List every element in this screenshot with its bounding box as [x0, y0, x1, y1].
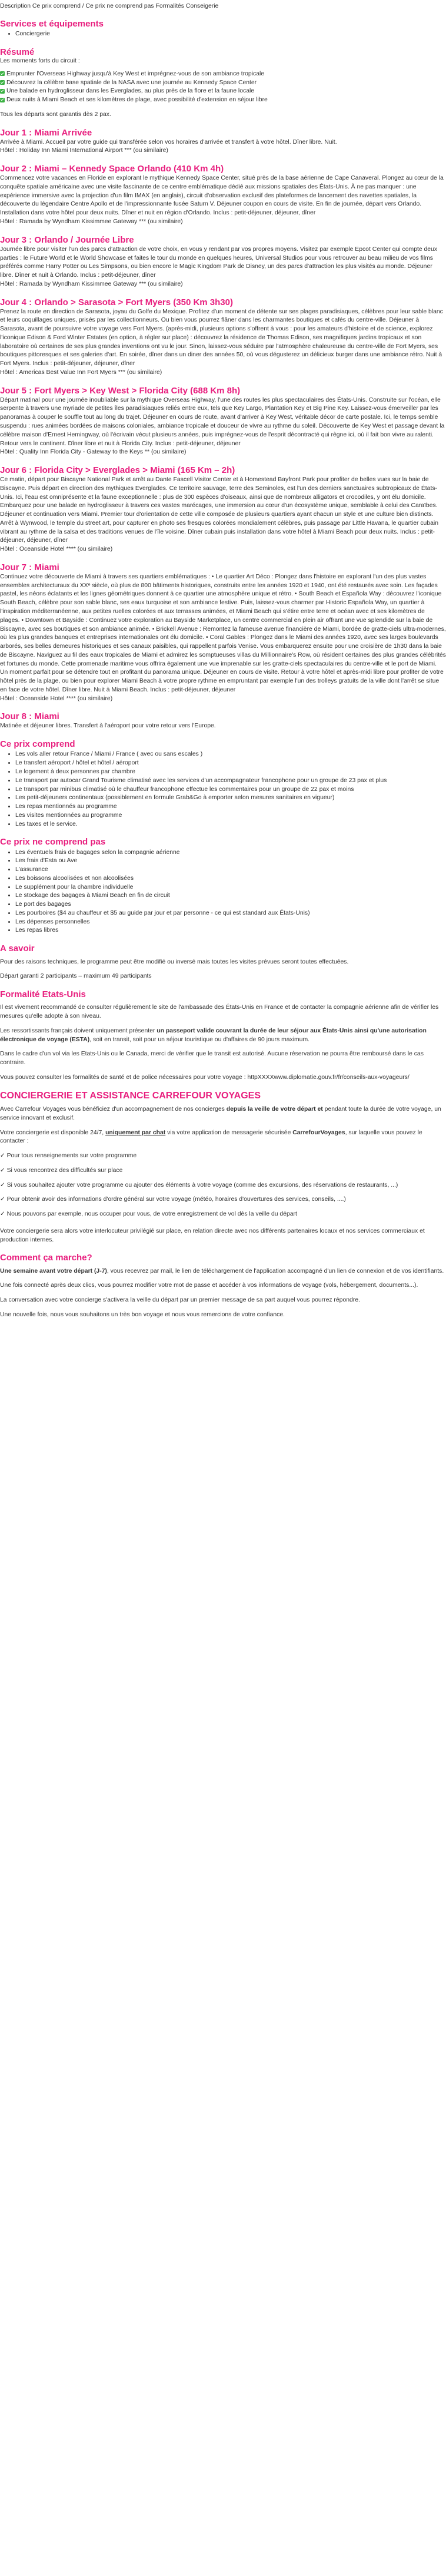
conciergerie-tick: ✓ Si vous souhaitez ajouter votre programme ou ajouter des éléments à votre voyage (comme des excursions, des réservations de restaurants, ...) — [0, 1181, 398, 1188]
formalites-passport-requirement: un passeport valide couvrant la durée de leur séjour aux États-Unis ainsi qu'une autorisation électronique de voyage (ESTA) — [0, 1027, 427, 1043]
day-6-hotel: Hôtel : Oceanside Hotel **** (ou similaire) — [0, 546, 113, 553]
includes-item: • Le transfert aéroport / hôtel et hôtel / aéroport — [15, 759, 446, 768]
highlights-list — [0, 70, 446, 105]
day-1-title: Jour 1 : Miami Arrivée — [0, 127, 92, 138]
excludes-item: • Les pourboires ($4 au chauffeur et $5 au guide par jour et par personne - ce qui est standard aux États-Unis) — [15, 909, 446, 918]
excludes-item: • Le supplément pour la chambre individuelle — [15, 883, 446, 892]
day-7-hotel: Hôtel : Oceanside Hotel **** (ou similaire) — [0, 695, 113, 702]
day-7-title: Jour 7 : Miami — [0, 562, 59, 572]
excludes-item: • Les éventuels frais de bagages selon la compagnie aérienne — [15, 849, 446, 857]
excludes-item: • Le port des bagages — [15, 900, 446, 909]
day-3-title: Jour 3 : Orlando / Journée Libre — [0, 234, 134, 245]
excludes-item: • Les boissons alcoolisées et non alcoolisées — [15, 875, 446, 883]
comment-text-4: Une nouvelle fois, nous vous souhaitons un très bon voyage et nous vous remercions de votre confiance. — [0, 1312, 285, 1318]
formalites-text-4: Vous pouvez consulter les formalités de santé et de police nécessaires pour votre voyage : httpXXXXwww.diplomatie.gouv.fr/fr/conseils-aux-voyageurs/ — [0, 1074, 410, 1081]
day-4-hotel: Hôtel : Americas Best Value Inn Fort Myers *** (ou similaire) — [0, 369, 162, 376]
day-3-text: Journée libre pour visiter l'un des parcs d'attraction de votre choix, en vous y rendant par vos propres moyens. Visitez par exemple Epcot Center qui compte deux parties : le Future World et le World Showcase et faites le tour du monde en quelques heures, Universal Studios pour vous retrouver au beau milieu de vos films préférés comme Harry Potter ou Les Simpsons, ou bien encore le Magic Kingdom Park de Disney, un des parcs d'attraction les plus visités au monde. Déjeuner libre. Dîner et nuit à Orlando. Inclus : petit-déjeuner, dîner — [0, 246, 438, 279]
conciergerie-title: CONCIERGERIE ET ASSISTANCE CARREFOUR VOYAGES — [0, 1090, 261, 1101]
conciergerie-tick: ✓ Si vous rencontrez des difficultés sur place — [0, 1167, 123, 1174]
day-1-text: Arrivée à Miami. Accueil par votre guide qui transférée selon vos horaires d'arrivée et transfert à votre hôtel. Dîner libre. Nuit. — [0, 138, 337, 145]
formalites-text-1: Il est vivement recommandé de consulter régulièrement le site de l'ambassade des États-Unis en France et de contacter la compagnie aérienne afin de vérifier les mesures qu'elle adopte à son niveau. — [0, 1004, 439, 1020]
services-item: • Conciergerie — [15, 30, 446, 39]
day-6-text: Ce matin, départ pour Biscayne National Park et arrêt au Dante Fascell Visitor Center et à Homestead Bayfront Park pour profiter de belles vues sur la baie de Biscayne. Puis départ en direction des mythiques Everglades. Ce territoire sauvage, terre des Seminoles, est l'un des derniers sanctuaires subtropicaux de États-Unis. Ici, l'eau est omniprésente et la faune exceptionnelle : plus de 300 espèces d'oiseaux, ainsi que de nombreux alligators et crocodiles, y ont élu domicile. Embarquez pour une balade en hydroglisseur à travers ces vastes marécages, une immersion au cœur d'un écosystème unique, semblable à celui des Caraïbes. Déjeuner et continuation vers Miami. Premier tour d'orientation de cette ville composée de plusieurs quartiers ayant chacun un style et une culture bien distincts. Arrêt à Wynwood, le temple du street art, pour capturer en photo ses fresques colorées mondialement célèbres, puis passage par Little Havana, le quartier cubain vibrant au rythme de la salsa et des traditions venues de l'île voisine. Dîner cubain puis installation dans votre hôtel à Miami Beach pour deux nuits. Inclus : petit-déjeuner, déjeuner, dîner — [0, 476, 438, 544]
includes-item: • Le transport par minibus climatisé où le chauffeur francophone effectue les commentaires pour un groupe de 22 pax et moins — [15, 786, 446, 794]
comment-text-1: Une semaine avant votre départ (J-7), vous recevrez par mail, le lien de téléchargement de l'application accompagné d'un lien de connexion et de vos identifiants. — [0, 1267, 444, 1274]
services-list — [0, 30, 446, 39]
check-icon — [0, 98, 5, 102]
conciergerie-tick: ✓ Pour tous renseignements sur votre programme — [0, 1153, 137, 1160]
comment-text-2: Une fois connecté après deux clics, vous pourrez modifier votre mot de passe et accéder à vos informations de voyage (vols, hébergement, documents...). — [0, 1282, 418, 1289]
resume-title: Résumé — [0, 47, 35, 57]
conciergerie-summary: Votre conciergerie sera alors votre interlocuteur privilégié sur place, en relation directe avec nos différents partenaires locaux et nos services commerciaux et production internes. — [0, 1227, 425, 1243]
day-8-text: Matinée et déjeuner libres. Transfert à l'aéroport pour votre retour vers l'Europe. — [0, 723, 216, 730]
conciergerie-tick: ✓ Pour obtenir avoir des informations d'ordre général sur votre voyage (météo, horaires d'ouvertures des services, conseils, ....) — [0, 1196, 346, 1203]
includes-item: • Les visites mentionnées au programme — [15, 812, 446, 820]
excludes-item: • Les dépenses personnelles — [15, 918, 446, 927]
day-3-hotel: Hôtel : Ramada by Wyndham Kissimmee Gateway *** (ou similaire) — [0, 280, 183, 287]
includes-title: Ce prix comprend — [0, 739, 75, 750]
comment-title: Comment ça marche? — [0, 1253, 92, 1263]
includes-item: • Les repas mentionnés au programme — [15, 803, 446, 812]
highlight-item: Deux nuits à Miami Beach et ses kilomètres de plage, avec possibilité d'extension en séjour libre — [0, 96, 446, 105]
day-5-text: Départ matinal pour une journée inoubliable sur la mythique Overseas Highway, l'une des routes les plus spectaculaires des États-Unis. Construite sur l'océan, elle serpente à travers une myriade de petites îles paradisiaques reliés entre eux, tels que Key Largo, Plantation Key et Big Pine Key. Laissez-vous émerveiller par les panoramas à couper le souffle tout au long du trajet. Déjeuner en cours de route, avant d'arriver à Key West, véritable décor de carte postale. Ici, le temps semble suspendu : rues animées bordées de maisons coloniales, ambiance tropicale et douceur de vivre au rythme du soleil. Découverte de Key West et passage devant la célèbre maison d'Ernest Hemingway, où l'écrivain vécut plusieurs années, puis imprégnez-vous de l'esprit décontracté qui règne ici, où il fait bon vivre au ralenti. Retour vers le continent. Dîner libre et nuit à Florida City. Inclus : petit-déjeuner, déjeuner — [0, 396, 445, 447]
a-savoir-text: Pour des raisons techniques, le programme peut être modifié ou inversé mais toutes les visites prévues seront toutes effectuées. — [0, 958, 349, 965]
conciergerie-intro: Avec Carrefour Voyages vous bénéficiez d'un accompagnement de nos concierges depuis la veille de votre départ et pendant toute la durée de votre voyage, un service innovant et exclusif. — [0, 1106, 441, 1121]
day-6-title: Jour 6 : Florida City > Everglades > Miami (165 Km – 2h) — [0, 465, 235, 476]
formalites-title: Formalité Etats-Unis — [0, 989, 86, 1000]
includes-item: • Le transport par autocar Grand Tourisme climatisé avec les services d'un accompagnateur francophone pour un groupe de 23 pax et plus — [15, 777, 446, 786]
day-5-title: Jour 5 : Fort Myers > Key West > Florida City (688 Km 8h) — [0, 385, 241, 396]
excludes-item: • Les frais d'Esta ou Ave — [15, 857, 446, 866]
breadcrumb-tabs: Description Ce prix comprend / Ce prix ne comprend pas Formalités Conseigerie — [0, 3, 219, 9]
resume-intro: Les moments forts du circuit : — [0, 58, 80, 65]
excludes-list — [0, 849, 446, 936]
includes-list — [0, 750, 446, 829]
a-savoir-departure: Départ garanti 2 participants – maximum 49 participants — [0, 973, 152, 980]
highlight-item: Une balade en hydroglisseur dans les Everglades, au plus près de la flore et la faune locale — [0, 87, 446, 96]
highlight-item: Découvrez la célèbre base spatiale de la NASA avec une journée au Kennedy Space Center — [0, 79, 446, 88]
day-8-title: Jour 8 : Miami — [0, 711, 59, 722]
services-title: Services et équipements — [0, 18, 104, 29]
includes-item: • Le logement à deux personnes par chambre — [15, 768, 446, 777]
formalites-text-2: Les ressortissants français doivent uniquement présenter un passeport valide couvrant la durée de leur séjour aux États-Unis ainsi qu'une autorisation électronique de voyage (ESTA), soit en transit, soit pour un séjour touristique ou d'affaires de 90 jours maximum. — [0, 1027, 427, 1043]
highlight-item: Emprunter l'Overseas Highway jusqu'à Key West et imprégnez-vous de son ambiance tropicale — [0, 70, 446, 79]
conciergerie-tick: ✓ Nous pouvons par exemple, nous occuper pour vous, de votre enregistrement de vol dès la veille du départ — [0, 1211, 297, 1218]
includes-item: • Les petit-déjeuners continentaux (possiblement en formule Grab&Go à emporter selon mesures sanitaires en vigueur) — [15, 794, 446, 803]
conciergerie-availability: Votre conciergerie est disponible 24/7, uniquement par chat via votre application de messagerie sécurisée CarrefourVoyages, sur laquelle vous pouvez le contacter : — [0, 1129, 422, 1145]
excludes-title: Ce prix ne comprend pas — [0, 837, 106, 847]
day-5-hotel: Hôtel : Quality Inn Florida City - Gateway to the Keys ** (ou similaire) — [0, 449, 187, 456]
a-savoir-title: A savoir — [0, 943, 35, 954]
excludes-item: • Les repas libres — [15, 926, 446, 935]
day-4-title: Jour 4 : Orlando > Sarasota > Fort Myers (350 Km 3h30) — [0, 297, 233, 307]
includes-item: • Les taxes et le service. — [15, 820, 446, 829]
day-7-text: Continuez votre découverte de Miami à travers ses quartiers emblématiques : • Le quartier Art Déco : Plongez dans l'histoire en explorant l'un des plus vastes ensembles architecturaux du XXᵉ siècle, où plus de 800 bâtiments historiques, construits entre les années 1920 et 1940, ont été restaurés avec soin. Les façades pastel, les néons éclatants et les lignes géométriques donnent à ce quartier une atmosphère unique et rétro. • South Beach et Española Way : découvrez l'iconique South Beach, célèbre pour son sable blanc, ses eaux turquoise et son ambiance festive. Puis, laissez-vous charmer par Historic Española Way, un quartier à l'inspiration méditerranéenne, aux petites ruelles colorées et aux terrasses animées, et Miami Beach qui s'étire entre terre et océan avec et ses kilomètres de plages. • Downtown et Bayside : Continuez votre exploration au Bayside Marketplace, un centre commercial en plein air offrant une vue splendide sur la baie de Biscayne, avec ses boutiques et son ambiance animée. • Brickell Avenue : Remontez la fameuse avenue financière de Miami, bordée de gratte-ciels ultra-modernes, où les plus grandes banques et entreprises internationales ont élu domicile. • Coral Gables : Plongez dans le Miami des années 1920, avec ses larges boulevards arborés, ses belles demeures historiques et ses canaux paisibles, qui rappellent parfois Venise. Vous embarquerez ensuite pour une croisière de 1h30 dans la baie de Biscayne. Naviguez au fil des eaux tropicales de Miami et admirez les somptueuses villas du Millionnaire's Row, où résident certaines des plus grandes célébrités et fortunes du monde. Cette promenade maritime vous offrira également une vue imprenable sur les gratte-ciels spectaculaires du centre-ville et le port de Miami. Un moment parfait pour se détendre tout en profitant du panorama unique. Déjeuner en cours de visite. Retour à votre hôtel et après-midi libre pour profiter de votre hôtel près de la plage, ou bien pour explorer Miami Beach à votre propre rythme en empruntant par exemple l'un des trolleys gratuits de la ville dont l'arrêt se situe en face de votre hôtel. Dîner libre. Nuit à Miami Beach. Inclus : petit-déjeuner, déjeuner — [0, 573, 446, 693]
excludes-item: • L'assurance — [15, 866, 446, 875]
day-1-hotel: Hôtel : Holiday Inn Miami International Airport *** (ou similaire) — [0, 147, 168, 154]
day-4-text: Prenez la route en direction de Sarasota, joyau du Golfe du Mexique. Profitez d'un moment de détente sur ses plages paradisiaques, célèbres pour leur sable blanc et leurs coquillages uniques, prisés par les collectionneurs. Ou bien vous pourrez flâner dans les charmantes boutiques et cafés du centre-ville. Déjeuner à Sarasota, avant de poursuivre votre voyage vers Fort Myers. (après-midi, plusieurs options s'offrent à vous : pour les amateurs d'histoire et de science, explorez l'iconique Edison & Ford Winter Estates (en option, à régler sur place) : découvrez la résidence de Thomas Edison, ses magnifiques jardins tropicaux et son laboratoire où certaines de ses plus grandes inventions ont vu le jour. Sinon, laissez-vous séduire par l'atmosphère chaleureuse du centre-ville de Fort Myers, ses boutiques pittoresques et ses galeries d'art. En soirée, dîner dans un diner des années 50, où vous dégusterez un délicieux burger dans une ambiance rétro. Nuit à Fort Myers. Inclus : petit-déjeuner, déjeuner, dîner — [0, 308, 443, 367]
check-icon — [0, 89, 5, 94]
day-2-text: Commencez votre vacances en Floride en explorant le mythique Kennedy Space Center, situé près de la base aérienne de Cape Canaveral. Plongez au cœur de la conquête spatiale américaine avec une visite fascinante de ce centre emblématique dédié aux missions spatiales des États-Unis. À ne pas manquer : une expérience immersive avec la projection d'un film IMAX (en anglais), circuit d'observation exclusif des plateformes de lancement des navettes spatiales, la découverte du légendaire Centre Apollo et de l'impressionnante fusée Saturn V. Déjeuner coupon en cours de visite. En fin de journée, départ vers Orlando. Installation dans votre hôtel pour deux nuits. Dîner et nuit en région d'Orlando. Inclus : petit-déjeuner, déjeuner, dîner — [0, 175, 444, 217]
day-2-hotel: Hôtel : Ramada by Wyndham Kissimmee Gateway *** (ou similaire) — [0, 218, 183, 225]
day-2-title: Jour 2 : Miami – Kennedy Space Orlando (410 Km 4h) — [0, 164, 224, 174]
excludes-item: • Le stockage des bagages à Miami Beach en fin de circuit — [15, 892, 446, 900]
formalites-text-3: Dans le cadre d'un vol via les Etats-Unis ou le Canada, merci de vérifier que le transit est autorisé. Aucune réservation ne pourra être remboursé dans le cas contraire. — [0, 1051, 424, 1067]
check-icon — [0, 80, 5, 85]
check-icon — [0, 71, 5, 76]
comment-text-3: La conversation avec votre concierge s'activera la veille du départ par un premier message de sa part auquel vous pourrez répondre. — [0, 1297, 360, 1304]
includes-item: • Les vols aller retour France / Miami / France ( avec ou sans escales ) — [15, 750, 446, 759]
resume-note: Tous les départs sont garantis dès 2 pax. — [0, 111, 111, 118]
